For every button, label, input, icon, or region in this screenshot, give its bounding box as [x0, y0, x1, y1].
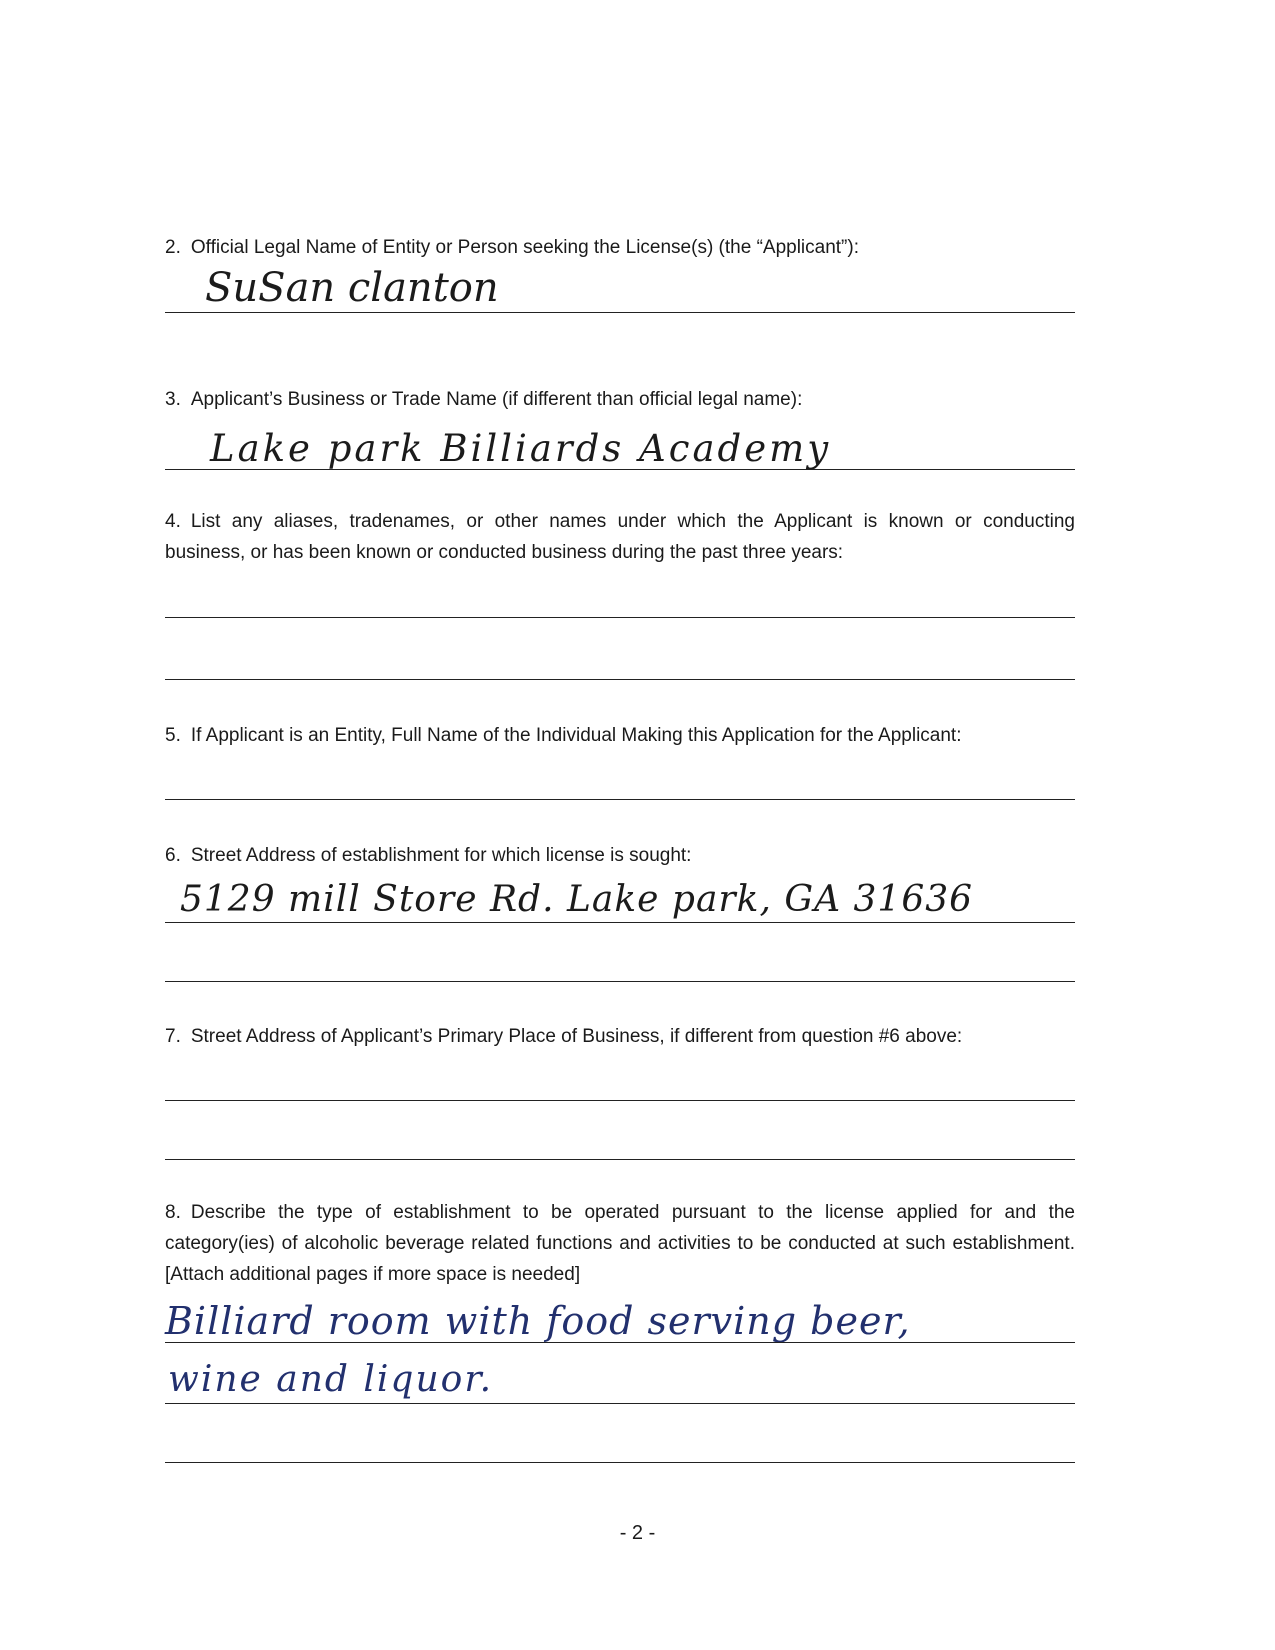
question-number: 8. — [165, 1202, 181, 1223]
question-text: If Applicant is an Entity, Full Name of the Individual Making this Application for the Applicant: — [190, 725, 962, 746]
legal-name-answer: SuSan clanton — [205, 265, 499, 311]
question-number: 7. — [165, 1026, 181, 1047]
aliases-line-1[interactable] — [165, 617, 1075, 618]
question-8 — [165, 1197, 1075, 1290]
question-number: 6. — [165, 845, 181, 866]
page-number: - 2 - — [619, 1522, 656, 1544]
legal-name-line[interactable] — [165, 312, 1075, 313]
individual-name-line[interactable] — [165, 799, 1075, 800]
question-4 — [165, 506, 1075, 568]
description-line-2[interactable] — [165, 1403, 1075, 1404]
question-number: 5. — [165, 725, 181, 746]
description-line-1[interactable] — [165, 1342, 1075, 1343]
address-line-1[interactable] — [165, 922, 1075, 923]
primary-address-line-1[interactable] — [165, 1100, 1075, 1101]
primary-address-line-2[interactable] — [165, 1159, 1075, 1160]
question-text: Street Address of Applicant’s Primary Place of Business, if different from question #6 above: — [190, 1026, 963, 1047]
trade-name-line[interactable] — [165, 469, 1075, 470]
description-line-3[interactable] — [165, 1462, 1075, 1463]
question-number: 2. — [165, 237, 181, 258]
question-text: Describe the type of establishment to be operated pursuant to the license applied for and the category(ies) of alcoholic beverage related functions and activities to be conducted at such establishment. [Attach additional pages if more space is needed] — [165, 1202, 1075, 1285]
address-line-2[interactable] — [165, 981, 1075, 982]
question-number: 3. — [165, 389, 181, 410]
question-text: Street Address of establishment for which license is sought: — [190, 845, 692, 866]
question-7 — [165, 1021, 1075, 1052]
description-answer-line-2: wine and liquor. — [168, 1359, 494, 1400]
question-6 — [165, 840, 1075, 871]
address-answer: 5129 mill Store Rd. Lake park, GA 31636 — [180, 879, 974, 920]
trade-name-answer: Lake park Billiards Academy — [210, 427, 832, 470]
question-text: List any aliases, tradenames, or other names under which the Applicant is known or conducting business, or has been known or conducted business during the past three years: — [165, 511, 1075, 563]
question-text: Applicant’s Business or Trade Name (if different than official legal name): — [190, 389, 803, 410]
description-answer-line-1: Billiard room with food serving beer, — [165, 1299, 911, 1343]
question-2 — [165, 232, 1075, 263]
aliases-line-2[interactable] — [165, 679, 1075, 680]
question-5 — [165, 720, 1075, 751]
question-number: 4. — [165, 511, 181, 532]
question-3 — [165, 384, 1075, 415]
question-text: Official Legal Name of Entity or Person seeking the License(s) (the “Applicant”): — [190, 237, 859, 258]
